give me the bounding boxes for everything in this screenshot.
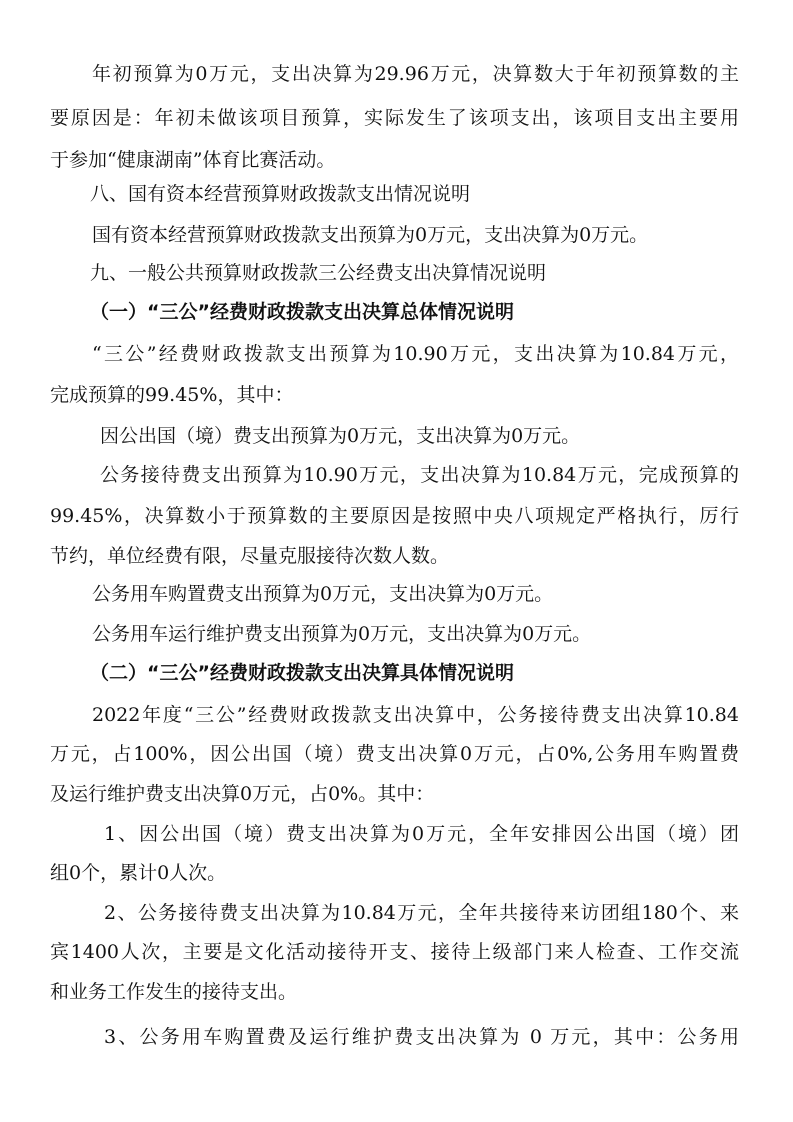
- section-heading-9: 九、一般公共预算财政拨款三公经费支出决算情况说明: [90, 262, 547, 284]
- paragraph-line: 于参加“健康湖南”体育比赛活动。: [50, 149, 336, 171]
- paragraph-line: 完成预算的99.45%，其中：: [50, 384, 294, 406]
- paragraph-line: 宾1400人次，主要是文化活动接待开支、接待上级部门来人检查、工作交流: [50, 941, 739, 963]
- paragraph-line: 3、公务用车购置费及运行维护费支出决算为 0 万元，其中：公务用: [104, 1026, 739, 1048]
- section-heading-8: 八、国有资本经营预算财政拨款支出情况说明: [90, 183, 471, 205]
- paragraph-line: 2022年度“三公”经费财政拨款支出决算中，公务接待费支出决算10.84: [92, 704, 739, 726]
- paragraph-line: 万元，占100%，因公出国（境）费支出决算0万元，占0%,公务用车购置费: [50, 743, 739, 765]
- paragraph-line: 要原因是：年初未做该项目预算，实际发生了该项支出，该项目支出主要用: [50, 107, 739, 129]
- subsection-heading-2: （二）“三公”经费财政拨款支出决算具体情况说明: [90, 662, 514, 684]
- paragraph-line: 年初预算为0万元，支出决算为29.96万元，决算数大于年初预算数的主: [92, 63, 739, 85]
- paragraph-line: 节约，单位经费有限，尽量克服接待次数人数。: [50, 545, 450, 567]
- paragraph-line: 1、因公出国（境）费支出决算为0万元，全年安排因公出国（境）团: [104, 823, 739, 845]
- paragraph-line: 公务接待费支出预算为10.90万元，支出决算为10.84万元，完成预算的: [100, 464, 739, 486]
- paragraph-line: “三公”经费财政拨款支出预算为10.90万元，支出决算为10.84万元，: [92, 343, 739, 365]
- paragraph-line: 因公出国（境）费支出预算为0万元，支出决算为0万元。: [100, 425, 581, 447]
- paragraph-line: 公务用车购置费支出预算为0万元，支出决算为0万元。: [92, 583, 554, 605]
- paragraph-line: 2、公务接待费支出决算为10.84万元，全年共接待来访团组180个、来: [104, 902, 739, 924]
- subsection-heading-1: （一）“三公”经费财政拨款支出决算总体情况说明: [90, 301, 514, 323]
- paragraph-line: 99.45%，决算数小于预算数的主要原因是按照中央八项规定严格执行，厉行: [50, 505, 739, 527]
- paragraph-line: 国有资本经营预算财政拨款支出预算为0万元，支出决算为0万元。: [92, 224, 649, 246]
- paragraph-line: 和业务工作发生的接待支出。: [50, 981, 298, 1003]
- paragraph-line: 及运行维护费支出决算0万元，占0%。其中：: [50, 783, 435, 805]
- paragraph-line: 组0个，累计0人次。: [50, 862, 227, 884]
- paragraph-line: 公务用车运行维护费支出预算为0万元，支出决算为0万元。: [92, 623, 592, 645]
